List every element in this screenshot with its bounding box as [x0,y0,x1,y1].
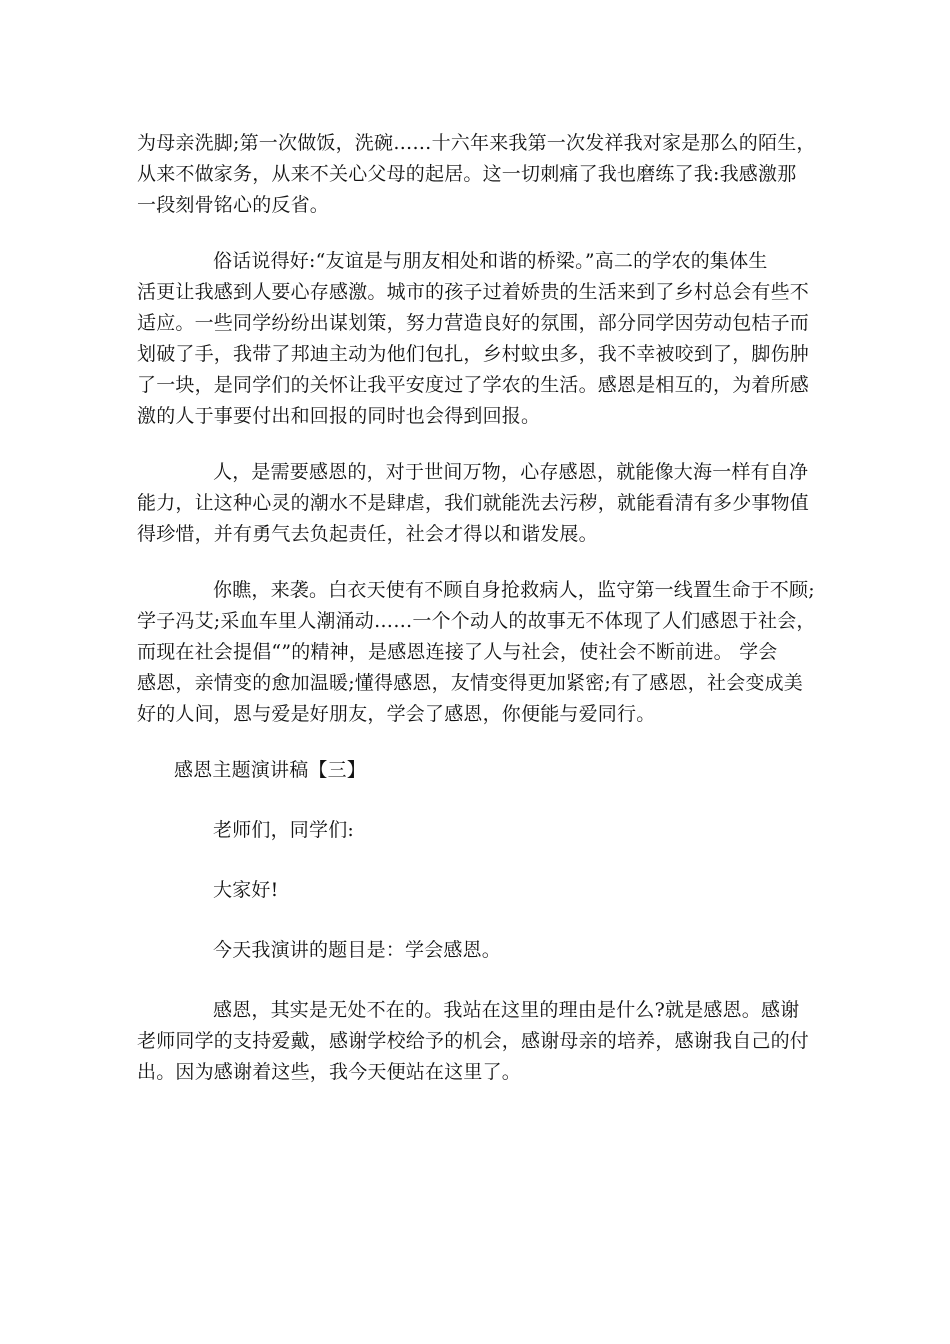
text-line: 激的人于事要付出和回报的同时也会得到回报。 [137,405,541,427]
greeting-text: 老师们，同学们: [213,819,355,841]
document-page [137,128,827,1088]
paragraph-2 [137,246,827,432]
topic [137,935,827,966]
text-line: 人，是需要感恩的，对于世间万物，心存感恩，就能像大海一样有自净 [213,461,809,483]
text-line: 了一块，是同学们的关怀让我平安度过了学农的生活。感恩是相互的，为着所感 [137,374,810,396]
topic-text: 今天我演讲的题目是：学会感恩。 [213,939,502,961]
text-line: 而现在社会提倡“”的精神，是感恩连接了人与社会，使社会不断前进。 学会 [137,641,778,663]
paragraph-3 [137,457,827,550]
greeting [137,815,827,846]
text-line: 感恩，亲情变的愈加温暖;懂得感恩，友情变得更加紧密;有了感恩，社会变成美 [137,672,804,694]
text-line: 划破了手，我带了邦迪主动为他们包扎，乡村蚊虫多，我不幸被咬到了，脚伤肿 [137,343,810,365]
text-line: 俗话说得好:“友谊是与朋友相处和谐的桥梁。”高二的学农的集体生 [213,250,768,272]
text-line: 能力，让这种心灵的潮水不是肆虐，我们就能洗去污秽，就能看清有多少事物值 [137,492,810,514]
paragraph-1 [137,128,827,221]
text-line: 一段刻骨铭心的反省。 [137,194,330,216]
text-line: 为母亲洗脚;第一次做饭，洗碗……十六年来我第一次发祥我对家是那么的陌生， [137,132,816,154]
paragraph-closing [137,995,827,1088]
hello-text: 大家好! [213,879,279,901]
heading-text: 感恩主题演讲稿【三】 [174,759,367,781]
text-line: 感恩，其实是无处不在的。我站在这里的理由是什么?就是感恩。感谢 [213,999,800,1021]
text-line: 学子冯艾;采血车里人潮涌动……一个个动人的故事无不体现了人们感恩于社会， [137,610,816,632]
text-line: 得珍惜，并有勇气去负起责任，社会才得以和谐发展。 [137,523,598,545]
text-line: 适应。一些同学纷纷出谋划策，努力营造良好的氛围，部分同学因劳动包桔子而 [137,312,810,334]
text-line: 你瞧，来袭。白衣天使有不顾自身抢救病人，监守第一线置生命于不顾; [213,579,815,601]
hello [137,875,827,906]
text-line: 老师同学的支持爱戴，感谢学校给予的机会，感谢母亲的培养，感谢我自己的付 [137,1030,810,1052]
text-line: 从来不做家务，从来不关心父母的起居。这一切刺痛了我也磨练了我:我感激那 [137,163,797,185]
text-line: 出。因为感谢着这些，我今天便站在这里了。 [137,1061,522,1083]
text-line: 好的人间，恩与爱是好朋友，学会了感恩，你便能与爱同行。 [137,703,656,725]
paragraph-4 [137,575,827,730]
section-heading [137,755,827,786]
text-line: 活更让我感到人要心存感激。城市的孩子过着娇贵的生活来到了乡村总会有些不 [137,281,810,303]
